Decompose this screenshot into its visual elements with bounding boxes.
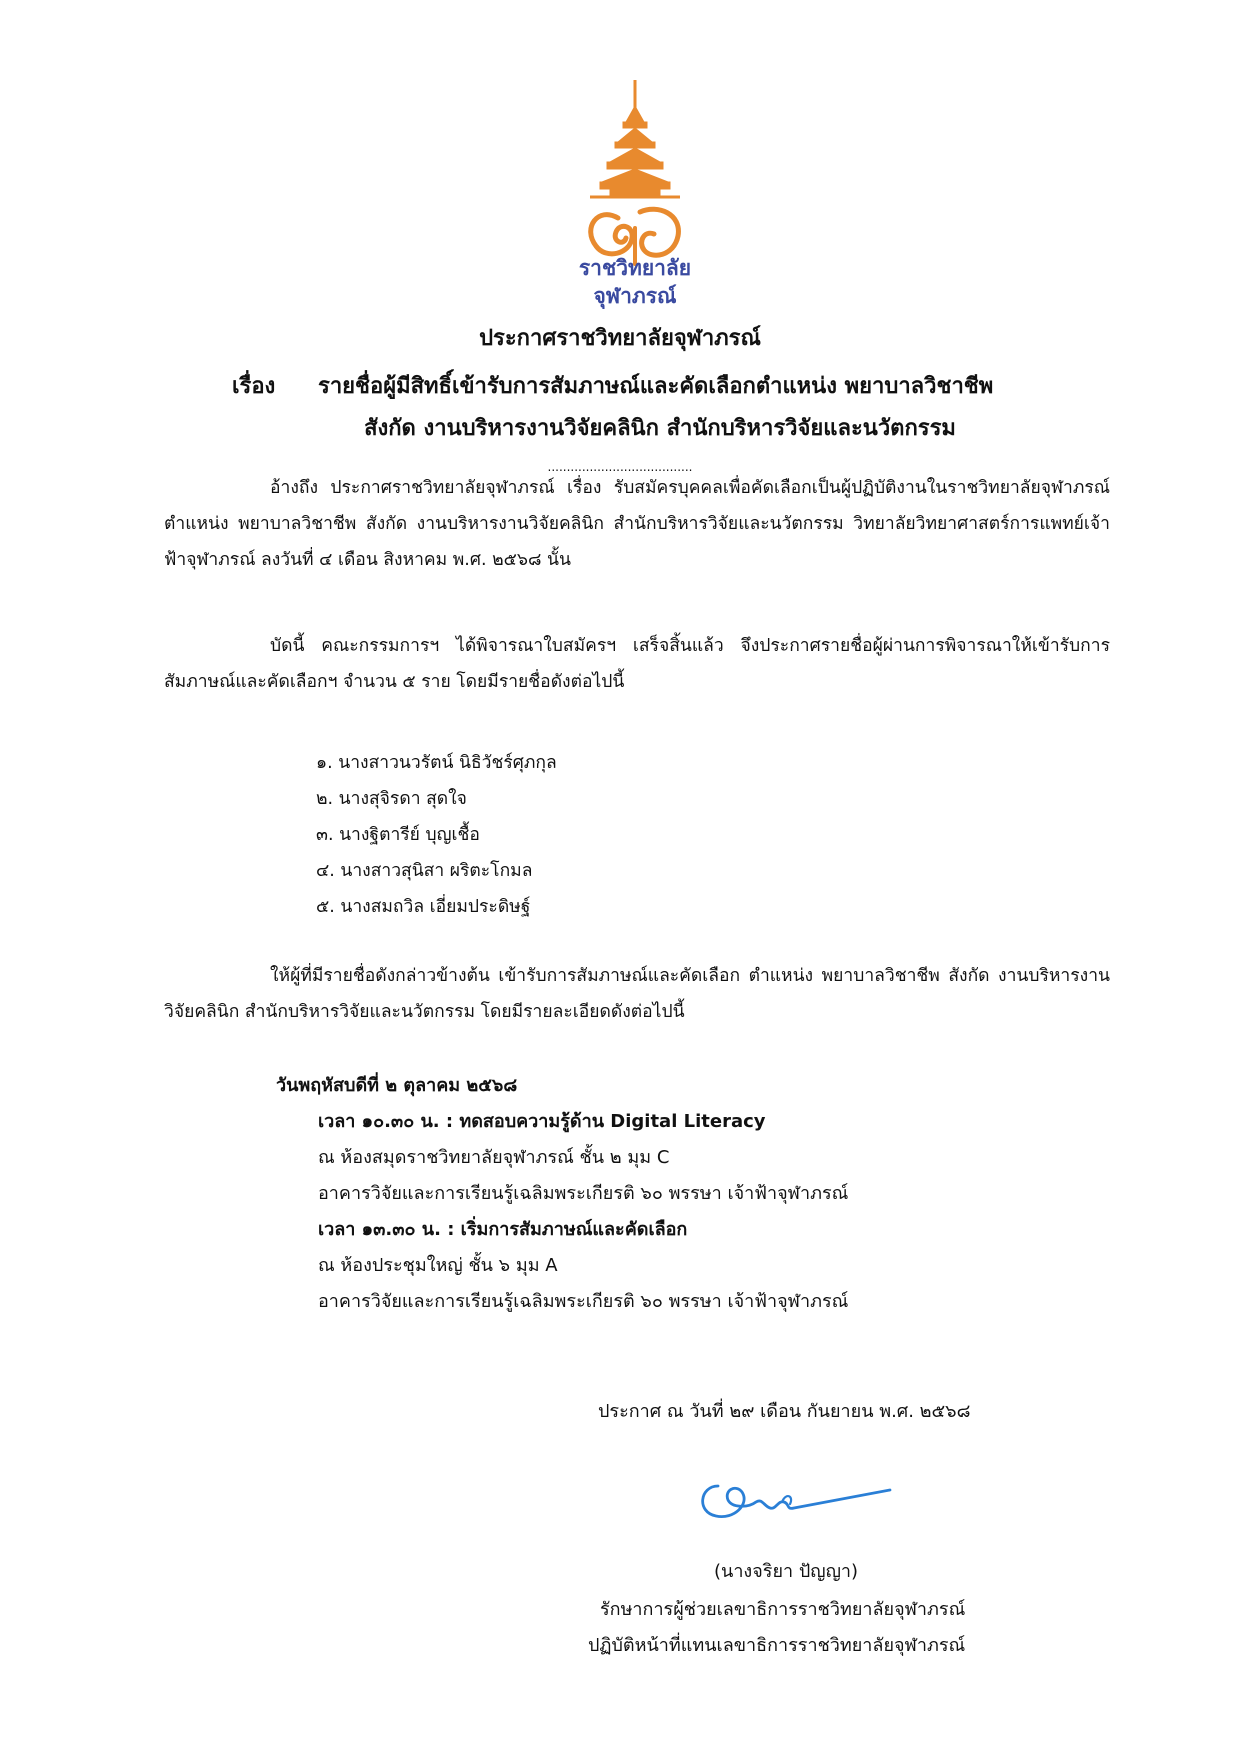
session1-building: อาคารวิจัยและการเรียนรู้เฉลิมพระเกียรติ ๖๐ พรรษา เจ้าฟ้าจุฬาภรณ์ bbox=[318, 1183, 849, 1204]
signatory-position-1: รักษาการผู้ช่วยเลขาธิการราชวิทยาลัยจุฬาภรณ์ bbox=[600, 1599, 966, 1620]
paragraph-reference: อ้างถึง ประกาศราชวิทยาลัยจุฬาภรณ์ เรื่อง รับสมัครบุคคลเพื่อคัดเลือกเป็นผู้ปฏิบัติงานในราชวิทยาลัยจุฬาภรณ์ ตำแหน่ง พยาบาลวิชาชีพ สังกัด งานบริหารงานวิจัยคลินิก สำนักบริหารวิจัยและนวัตกรรม วิทยาลัยวิทยาศาสตร์การแพทย์เจ้าฟ้าจุฬาภรณ์ ลงวันที่ ๔ เดือน สิงหาคม พ.ศ. ๒๕๖๘ นั้น bbox=[164, 478, 1110, 570]
signatory-name: (นางจริยา ปัญญา) bbox=[714, 1561, 859, 1582]
separator-dots: ...................................... bbox=[547, 460, 693, 474]
signatory-position-2: ปฏิบัติหน้าที่แทนเลขาธิการราชวิทยาลัยจุฬาภรณ์ bbox=[588, 1635, 966, 1656]
session2-building: อาคารวิจัยและการเรียนรู้เฉลิมพระเกียรติ ๖๐ พรรษา เจ้าฟ้าจุฬาภรณ์ bbox=[318, 1291, 849, 1312]
list-item: ๑. นางสาวนวรัตน์ นิธิวัชร์ศุภกุล bbox=[316, 753, 557, 773]
logo-text-line1: ราชวิทยาลัย bbox=[578, 256, 692, 280]
handwritten-signature bbox=[690, 1446, 910, 1536]
subject-label: เรื่อง bbox=[232, 374, 276, 399]
subject-line-2: สังกัด งานบริหารงานวิจัยคลินิก สำนักบริหารวิจัยและนวัตกรรม bbox=[364, 416, 956, 441]
paragraph-announcement: บัดนี้ คณะกรรมการฯ ได้พิจารณาใบสมัครฯ เสร็จสิ้นแล้ว จึงประกาศรายชื่อผู้ผ่านการพิจารณาให้เข้ารับการสัมภาษณ์และคัดเลือกฯ จำนวน ๕ ราย โดยมีรายชื่อดังต่อไปนี้ bbox=[164, 636, 1110, 692]
schedule-date: วันพฤหัสบดีที่ ๒ ตุลาคม ๒๕๖๘ bbox=[276, 1075, 518, 1096]
list-item: ๒. นางสุจิรดา สุดใจ bbox=[316, 789, 467, 809]
paragraph-instructions: ให้ผู้ที่มีรายชื่อดังกล่าวข้างต้น เข้ารับการสัมภาษณ์และคัดเลือก ตำแหน่ง พยาบาลวิชาชีพ สังกัด งานบริหารงานวิจัยคลินิก สำนักบริหารวิจัยและนวัตกรรม โดยมีรายละเอียดดังต่อไปนี้ bbox=[164, 966, 1110, 1022]
announcement-title: ประกาศราชวิทยาลัยจุฬาภรณ์ bbox=[479, 326, 761, 351]
subject-line-1: รายชื่อผู้มีสิทธิ์เข้ารับการสัมภาษณ์และคัดเลือกตำแหน่ง พยาบาลวิชาชีพ bbox=[318, 374, 994, 399]
announcement-date: ประกาศ ณ วันที่ ๒๙ เดือน กันยายน พ.ศ. ๒๕๖๘ bbox=[598, 1401, 971, 1422]
session1-room: ณ ห้องสมุดราชวิทยาลัยจุฬาภรณ์ ชั้น ๒ มุม C bbox=[318, 1147, 670, 1168]
list-item: ๔. นางสาวสุนิสา ผริตะโกมล bbox=[316, 861, 533, 881]
session2-time: เวลา ๑๓.๓๐ น. : เริ่มการสัมภาษณ์และคัดเลือก bbox=[318, 1219, 688, 1240]
session2-room: ณ ห้องประชุมใหญ่ ชั้น ๖ มุม A bbox=[318, 1255, 558, 1276]
session1-time: เวลา ๑๐.๓๐ น. : ทดสอบความรู้ด้าน Digital Literacy bbox=[318, 1111, 766, 1132]
list-item: ๕. นางสมถวิล เอี่ยมประดิษฐ์ bbox=[316, 897, 531, 917]
logo-text-line2: จุฬาภรณ์ bbox=[593, 284, 677, 308]
list-item: ๓. นางฐิตารีย์ บุญเชื้อ bbox=[316, 825, 480, 845]
